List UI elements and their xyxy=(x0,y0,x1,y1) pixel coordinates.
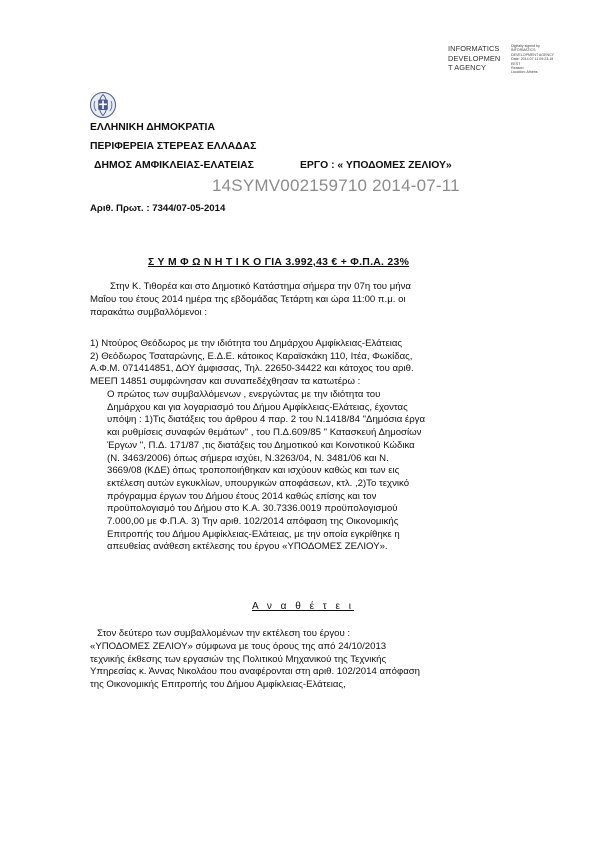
header-municipality: ΔΗΜΟΣ ΑΜΦΙΚΛΕΙΑΣ-ΕΛΑΤΕΙΑΣ xyxy=(94,160,254,171)
terms-line: Δημάρχου και για λογαριασμό του Δήμου Αμφίκλειας-Ελάτειας, έχοντας xyxy=(107,401,408,413)
party-line: 2) Θεόδωρος Τσαταρώνης, Ε.Δ.Ε. κάτοικος Καραϊσκάκη 110, Ιτέα, Φωκίδας, xyxy=(90,350,413,362)
terms-line: πρόγραμμα έργων του Δήμου έτους 2014 καθώς επίσης και τον xyxy=(107,490,377,502)
terms-line: 7.000,00 με Φ.Π.Α. 3) Την αριθ. 102/2014 απόφαση της Οικονομικής xyxy=(107,516,399,528)
signature-detail-line: Location: Athens xyxy=(511,70,538,75)
signature-details xyxy=(511,44,591,75)
assignment-line: τεχνικής έκθεσης των εργασιών της Πολιτικού Μηχανικού της Τεχνικής xyxy=(90,653,387,665)
intro-paragraph xyxy=(110,281,411,294)
terms-line: απευθείας ανάθεση εκτέλεσης του έργου «ΥΠΟΔΟΜΕΣ ΖΕΛΙΟΥ». xyxy=(107,541,388,553)
terms-line: 3669/08 (ΚΔΕ) όπως τροποποιήθηκαν και ισχύουν καθώς και των εις xyxy=(107,465,400,477)
paragraph-line: Στην Κ. Τιθορέα και στο Δημοτικό Κατάστημα σήμερα την 07η του μήνα xyxy=(110,281,411,292)
signature-detail-line: INFORMATICS xyxy=(511,48,536,53)
assignment-line: Στον δεύτερο των συμβαλλομένων την εκτέλεση του έργου : xyxy=(97,628,351,639)
digital-signature-stamp xyxy=(448,44,588,78)
party-line: Α.Φ.Μ. 071414851, ΔΟΥ άμφισσας, Τηλ. 22650-34422 και κάτοχος του αριθ. xyxy=(90,363,414,375)
terms-line: και ρυθμίσεις συναφών θεμάτων" , του Π.Δ.609/85 " Κατασκευή Δημοσίων xyxy=(107,427,422,439)
terms-line: (Ν. 3463/2006) όπως σήμερα ισχύει, Ν.3263/04, Ν. 3481/06 και Ν. xyxy=(107,452,389,464)
signature-detail-line: DEVELOPMENT AGENCY xyxy=(511,52,555,57)
signature-organization xyxy=(448,44,508,73)
terms-line: υπόψη : 1)Τις διατάξεις του άρθρου 4 παρ. 2 του Ν.1418/84 "Δημόσια έργα xyxy=(107,414,425,426)
signature-org-line: INFORMATICS xyxy=(448,44,500,53)
terms-line: εκτέλεση αυτών εγκυκλίων, υπουργικών αποφάσεων, κτλ. ,2)Το τεχνικό xyxy=(107,477,410,489)
signature-org-line: DEVELOPMEN xyxy=(448,53,501,63)
signature-detail-line: Digitally signed by xyxy=(511,44,540,48)
signature-detail-line: Date: 2014.07.11 09:23:18 xyxy=(511,57,554,62)
section-heading: Α ν α θ έ τ ε ι xyxy=(252,601,354,612)
assignment-paragraph-cont xyxy=(90,641,420,692)
signature-detail-line: EEST xyxy=(511,61,521,66)
terms-line: Επιτροπής του Δήμου Αμφίκλειας-Ελάτειας, με την οποία εγκρίθηκε η xyxy=(107,528,400,540)
party-line: 1) Ντούρος Θεόδωρος με την ιδιότητα του Δημάρχου Αμφίκλειας-Ελάτειας xyxy=(90,338,403,349)
terms-line: Έργων ", Π.Δ. 171/87 ,τις διατάξεις του Δημοτικού και Κοινοτικού Κώδικα xyxy=(107,439,415,451)
signature-org-line: T AGENCY xyxy=(448,63,487,72)
document-title: Σ Υ Μ Φ Ω Ν Η Τ Ι Κ Ο ΓΙΑ 3.992,43 € + Φ.Π.Α. 23% xyxy=(148,257,410,268)
ada-identifier: 14SYMV002159710 2014-07-11 xyxy=(212,176,460,195)
paragraph-line: Μαΐου του έτους 2014 ημέρα της εβδομάδας Τετάρτη και ώρα 11:00 π.μ. οι xyxy=(90,294,406,305)
header-republic: ΕΛΛΗΝΙΚΗ ΔΗΜΟΚΡΑΤΙΑ xyxy=(90,122,215,133)
party-line: ΜΕΕΠ 14851 συμφώνησαν και συναπεδέχθησαν τα κατωτέρω : xyxy=(90,376,361,388)
assignment-paragraph xyxy=(97,628,350,641)
terms-paragraph xyxy=(107,389,425,554)
terms-line: προϋπολογισμό του Δήμου στο Κ.Α. 30.7336.0019 προϋπολογισμού xyxy=(107,503,398,515)
intro-paragraph-cont xyxy=(90,294,406,319)
parties-list xyxy=(90,338,414,389)
assignment-line: «ΥΠΟΔΟΜΕΣ ΖΕΛΙΟΥ» σύμφωνα με τους όρους της από 24/10/2013 xyxy=(90,641,387,652)
header-project: ΕΡΓΟ : « ΥΠΟΔΟΜΕΣ ΖΕΛΙΟΥ» xyxy=(300,160,452,171)
header-region: ΠΕΡΙΦΕΡΕΙΑ ΣΤΕΡΕΑΣ ΕΛΛΑΔΑΣ xyxy=(90,141,257,152)
terms-line: Ο πρώτος των συμβαλλόμενων , ενεργώντας με την ιδιότητα του xyxy=(107,389,381,400)
signature-detail-line: Reason: xyxy=(511,66,525,71)
paragraph-line: παρακάτω συμβαλλόμενοι : xyxy=(90,306,208,318)
greek-coat-of-arms-icon xyxy=(90,92,116,118)
assignment-line: της Οικονομικής Επιτροπής του Δήμου Αμφίκλειας-Ελάτειας, xyxy=(90,679,346,691)
protocol-number: Αριθ. Πρωτ. : 7344/07-05-2014 xyxy=(90,203,226,214)
assignment-line: Υπηρεσίας κ. Άννας Νικολάου που αναφέρονται στη αριθ. 102/2014 απόφαση xyxy=(90,666,420,678)
